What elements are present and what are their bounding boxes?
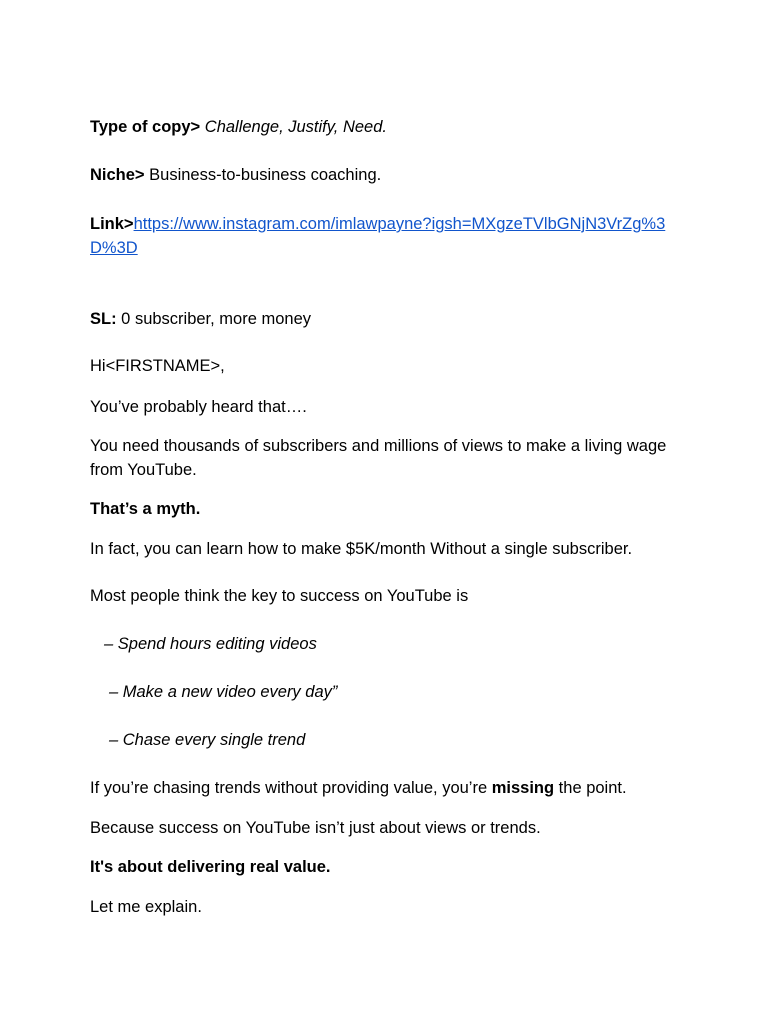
paragraph-chasing-trends	[90, 776, 690, 800]
link-label: Link>	[90, 215, 134, 233]
subject-value: 0 subscriber, more money	[116, 310, 312, 328]
paragraph-real-value: It's about delivering real value.	[90, 858, 331, 876]
subject-line	[90, 307, 690, 331]
paragraph-most-people: Most people think the key to success on YouTube is	[90, 587, 469, 605]
paragraph-in-fact: In fact, you can learn how to make $5K/month Without a single subscriber.	[90, 540, 633, 558]
subject-label: SL:	[90, 310, 117, 328]
paragraph-let-me-explain: Let me explain.	[90, 898, 202, 916]
instagram-link[interactable]: https://www.instagram.com/imlawpayne?igsh=MXgzeTVlbGNjN3VrZg%3D%3D	[90, 215, 666, 257]
greeting: Hi<FIRSTNAME>,	[90, 357, 225, 375]
chasing-trends-text: If you’re chasing trends without providing value, you’re	[90, 779, 492, 797]
paragraph-myth: That’s a myth.	[90, 500, 201, 518]
niche-line	[90, 163, 690, 187]
paragraph-because-success: Because success on YouTube isn’t just about views or trends.	[90, 819, 541, 837]
paragraph-subscribers: You need thousands of subscribers and millions of views to make a living wage from YouTube.	[90, 437, 667, 479]
chasing-trends-end: the point.	[554, 779, 627, 797]
copy-type-label: Type of copy>	[90, 118, 201, 136]
list-item: – Chase every single trend	[109, 731, 306, 749]
niche-value: Business-to-business coaching.	[144, 166, 382, 184]
copy-type-value: Challenge, Justify, Need.	[200, 118, 387, 136]
list-item: – Spend hours editing videos	[104, 635, 317, 653]
paragraph-heard-that: You’ve probably heard that….	[90, 398, 307, 416]
link-line	[90, 212, 682, 260]
list-item: – Make a new video every day”	[109, 683, 338, 701]
copy-type-line	[90, 115, 690, 139]
niche-label: Niche>	[90, 166, 145, 184]
missing-emphasis: missing	[491, 779, 555, 797]
